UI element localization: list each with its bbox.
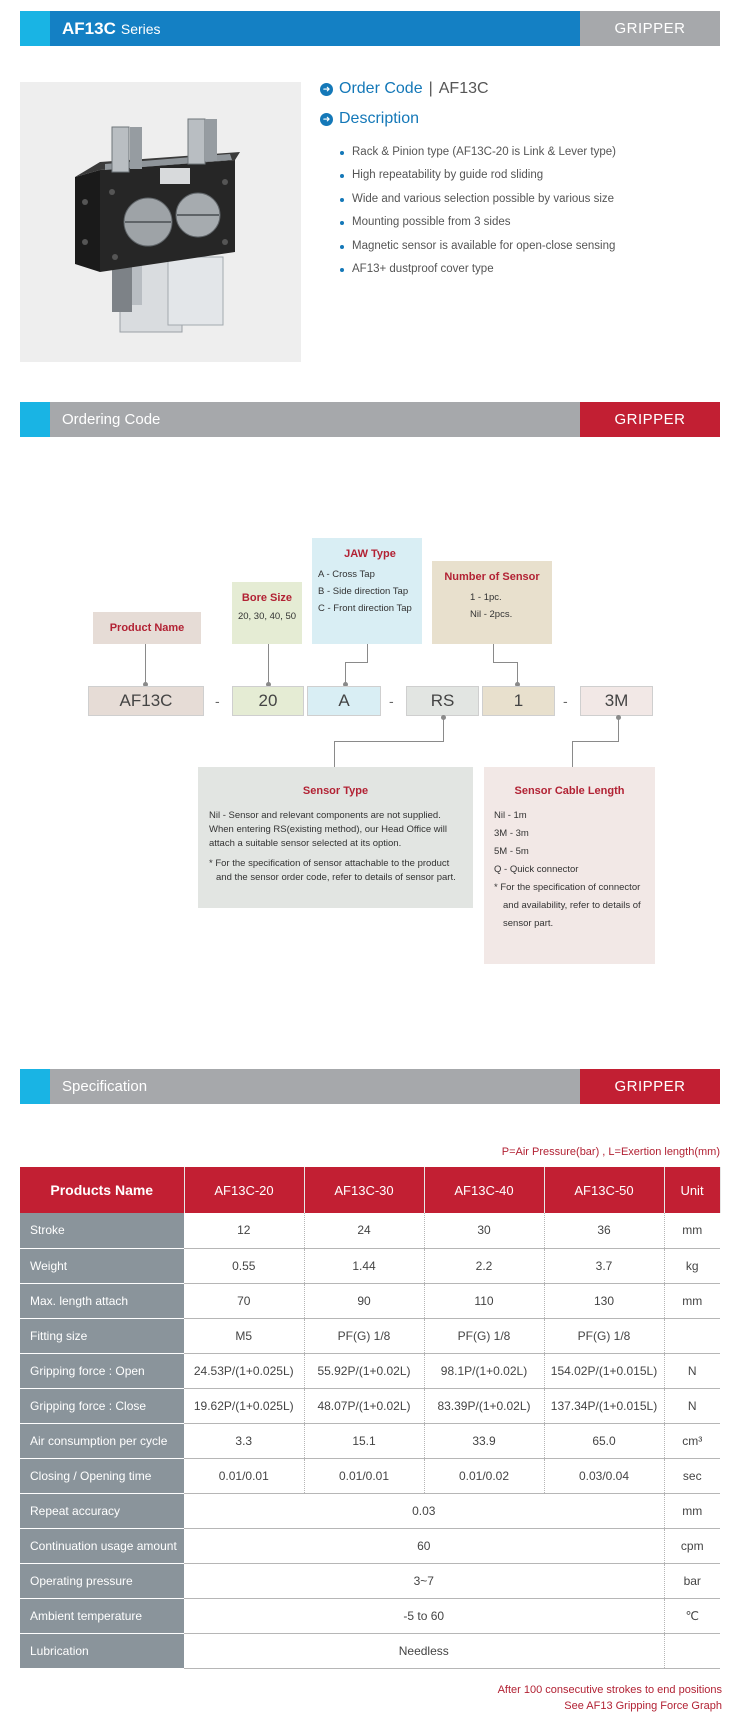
table-row <box>20 1248 720 1283</box>
row-label: Air consumption per cycle <box>20 1423 184 1458</box>
series-title <box>50 11 580 46</box>
merged-cell: -5 to 60 <box>184 1598 664 1633</box>
bore-size-box <box>232 582 302 644</box>
connector-line <box>345 662 368 663</box>
connector-line <box>145 644 146 684</box>
table-row <box>20 1353 720 1388</box>
arrow-right-icon: ➜ <box>320 83 333 96</box>
table-row <box>20 1598 720 1633</box>
table-row <box>20 1458 720 1493</box>
header-accent <box>20 402 50 437</box>
description-item: Mounting possible from 3 sides <box>340 211 616 234</box>
table-cell: 19.62P/(1+0.025L) <box>184 1388 304 1423</box>
unit-cell <box>664 1318 720 1353</box>
row-label: Gripping force : Close <box>20 1388 184 1423</box>
arrow-right-icon: ➜ <box>320 113 333 126</box>
order-code-separator: | <box>428 80 433 97</box>
connector-line <box>345 662 346 684</box>
table-row <box>20 1633 720 1668</box>
sensor-type-note: * For the specification of sensor attachable to the product <box>209 858 450 869</box>
merged-cell: Needless <box>184 1633 664 1668</box>
order-code-line <box>320 80 489 98</box>
connector-line <box>493 662 517 663</box>
jaw-type-box <box>312 538 422 644</box>
code-number-of-sensor: 1 <box>482 686 555 716</box>
description-label: Description <box>339 110 420 127</box>
cable-length-note: * For the specification of connector <box>494 882 641 893</box>
table-cell: 154.02P/(1+0.015L) <box>544 1353 664 1388</box>
description-heading <box>320 110 419 128</box>
order-code-label: Order Code <box>339 80 423 97</box>
table-cell: 15.1 <box>304 1423 424 1458</box>
sensor-type-note: and the sensor order code, refer to details of sensor part. <box>216 872 456 883</box>
table-cell: 48.07P/(1+0.02L) <box>304 1388 424 1423</box>
row-label: Repeat accuracy <box>20 1493 184 1528</box>
table-cell: 12 <box>184 1213 304 1248</box>
spec-header-cell: AF13C-40 <box>424 1167 544 1213</box>
connector-line <box>443 718 444 741</box>
table-cell: 98.1P/(1+0.02L) <box>424 1353 544 1388</box>
cable-length-line: 3M - 3m <box>494 828 529 839</box>
table-cell: 24.53P/(1+0.025L) <box>184 1353 304 1388</box>
description-item: AF13+ dustproof cover type <box>340 258 616 281</box>
unit-cell: cm³ <box>664 1423 720 1458</box>
table-cell: 2.2 <box>424 1248 544 1283</box>
series-title-bold: AF13C <box>62 18 116 38</box>
header-accent <box>20 11 50 46</box>
category-label: GRIPPER <box>580 1069 720 1104</box>
description-item: Wide and various selection possible by various size <box>340 188 616 211</box>
connector-line <box>517 662 518 684</box>
table-cell: 36 <box>544 1213 664 1248</box>
table-cell: 130 <box>544 1283 664 1318</box>
number-of-sensor-box <box>432 561 552 644</box>
spec-header-cell: AF13C-30 <box>304 1167 424 1213</box>
row-label: Closing / Opening time <box>20 1458 184 1493</box>
code-sensor-type: RS <box>406 686 479 716</box>
code-product-name: AF13C <box>88 686 204 716</box>
connector-line <box>493 644 494 662</box>
code-cable-length: 3M <box>580 686 653 716</box>
unit-cell <box>664 1633 720 1668</box>
spec-top-note: P=Air Pressure(bar) , L=Exertion length(mm) <box>501 1146 720 1158</box>
unit-cell: mm <box>664 1493 720 1528</box>
table-cell: 33.9 <box>424 1423 544 1458</box>
connector-line <box>334 741 335 767</box>
description-item: Magnetic sensor is available for open-close sensing <box>340 235 616 258</box>
sensor-type-line: When entering RS(existing method), our Head Office will <box>209 824 447 835</box>
product-image <box>20 82 301 362</box>
table-cell: PF(G) 1/8 <box>304 1318 424 1353</box>
row-label: Max. length attach <box>20 1283 184 1318</box>
code-dash: - <box>215 693 220 709</box>
spec-footnotes <box>400 1682 722 1714</box>
table-cell: 83.39P/(1+0.02L) <box>424 1388 544 1423</box>
unit-cell: cpm <box>664 1528 720 1563</box>
unit-cell: mm <box>664 1213 720 1248</box>
table-cell: 1.44 <box>304 1248 424 1283</box>
bore-size-title: Bore Size <box>241 592 293 604</box>
row-label: Gripping force : Open <box>20 1353 184 1388</box>
table-cell: 0.03/0.04 <box>544 1458 664 1493</box>
table-cell: 65.0 <box>544 1423 664 1458</box>
jaw-type-line: C - Front direction Tap <box>318 603 412 614</box>
table-cell: 0.01/0.01 <box>184 1458 304 1493</box>
spec-table <box>20 1167 721 1669</box>
jaw-type-line: A - Cross Tap <box>318 569 375 580</box>
cable-length-line: 5M - 5m <box>494 846 529 857</box>
connector-line <box>367 644 368 662</box>
cable-length-note: sensor part. <box>503 918 554 929</box>
table-cell: PF(G) 1/8 <box>544 1318 664 1353</box>
row-label: Operating pressure <box>20 1563 184 1598</box>
spec-footnote: After 100 consecutive strokes to end positions <box>497 1684 722 1696</box>
unit-cell: mm <box>664 1283 720 1318</box>
description-list <box>340 141 616 281</box>
merged-cell: 3~7 <box>184 1563 664 1598</box>
unit-cell: N <box>664 1388 720 1423</box>
cable-length-line: Nil - 1m <box>494 810 527 821</box>
connector-line <box>572 741 573 767</box>
table-cell: M5 <box>184 1318 304 1353</box>
code-dash: - <box>389 693 394 709</box>
table-row <box>20 1493 720 1528</box>
cable-length-note: and availability, refer to details of <box>503 900 641 911</box>
row-label: Weight <box>20 1248 184 1283</box>
gripper-illustration <box>20 82 301 362</box>
table-cell: 137.34P/(1+0.015L) <box>544 1388 664 1423</box>
sensor-type-line: attach a suitable sensor selected at its option. <box>209 838 402 849</box>
unit-cell: bar <box>664 1563 720 1598</box>
unit-cell: N <box>664 1353 720 1388</box>
spec-header-cell: AF13C-20 <box>184 1167 304 1213</box>
description-item: High repeatability by guide rod sliding <box>340 164 616 187</box>
row-label: Fitting size <box>20 1318 184 1353</box>
unit-cell: sec <box>664 1458 720 1493</box>
table-cell: 70 <box>184 1283 304 1318</box>
table-cell: 90 <box>304 1283 424 1318</box>
ordering-code-title: Ordering Code <box>50 402 580 437</box>
unit-cell: kg <box>664 1248 720 1283</box>
table-row <box>20 1283 720 1318</box>
ordering-code-header-bar <box>20 402 720 437</box>
table-row <box>20 1388 720 1423</box>
code-jaw-type: A <box>307 686 381 716</box>
table-cell: 24 <box>304 1213 424 1248</box>
table-cell: 30 <box>424 1213 544 1248</box>
table-cell: 0.01/0.01 <box>304 1458 424 1493</box>
table-cell: 0.55 <box>184 1248 304 1283</box>
row-label: Continuation usage amount <box>20 1528 184 1563</box>
connector-line <box>334 741 444 742</box>
connector-line <box>268 644 269 684</box>
merged-cell: 0.03 <box>184 1493 664 1528</box>
sensor-type-title: Sensor Type <box>302 785 369 797</box>
specification-title: Specification <box>50 1069 580 1104</box>
row-label: Lubrication <box>20 1633 184 1668</box>
number-of-sensor-line: 1 - 1pc. <box>470 592 502 603</box>
connector-line <box>618 718 619 741</box>
table-row <box>20 1318 720 1353</box>
table-row <box>20 1563 720 1598</box>
series-title-light: Series <box>120 20 161 37</box>
sensor-type-line: Nil - Sensor and relevant components are not supplied. <box>209 810 441 821</box>
connector-line <box>572 741 619 742</box>
bore-size-values: 20, 30, 40, 50 <box>237 611 297 622</box>
jaw-type-title: JAW Type <box>344 548 396 560</box>
spec-header-cell: Products Name <box>20 1167 184 1213</box>
series-header-bar <box>20 11 720 46</box>
order-code-value: AF13C <box>438 80 489 97</box>
table-cell: 110 <box>424 1283 544 1318</box>
spec-header-cell: AF13C-50 <box>544 1167 664 1213</box>
table-cell: 3.3 <box>184 1423 304 1458</box>
table-cell: 0.01/0.02 <box>424 1458 544 1493</box>
cable-length-title: Sensor Cable Length <box>514 785 625 797</box>
code-bore-size: 20 <box>232 686 304 716</box>
code-dash: - <box>563 693 568 709</box>
unit-cell: ℃ <box>664 1598 720 1633</box>
number-of-sensor-title: Number of Sensor <box>444 571 540 583</box>
jaw-type-line: B - Side direction Tap <box>318 586 409 597</box>
sensor-type-box <box>198 767 473 908</box>
table-cell: 55.92P/(1+0.02L) <box>304 1353 424 1388</box>
table-row <box>20 1528 720 1563</box>
spec-header-cell: Unit <box>664 1167 720 1213</box>
cable-length-line: Q - Quick connector <box>494 864 579 875</box>
row-label: Ambient temperature <box>20 1598 184 1633</box>
table-cell: PF(G) 1/8 <box>424 1318 544 1353</box>
spec-footnote: See AF13 Gripping Force Graph <box>564 1700 722 1712</box>
table-row <box>20 1423 720 1458</box>
category-label: GRIPPER <box>580 402 720 437</box>
table-cell: 3.7 <box>544 1248 664 1283</box>
spec-header-row <box>20 1167 720 1213</box>
header-accent <box>20 1069 50 1104</box>
specification-header-bar <box>20 1069 720 1104</box>
product-name-box <box>93 612 201 644</box>
table-row <box>20 1213 720 1248</box>
row-label: Stroke <box>20 1213 184 1248</box>
number-of-sensor-line: Nil - 2pcs. <box>470 609 513 620</box>
category-label: GRIPPER <box>580 11 720 46</box>
cable-length-box <box>484 767 655 964</box>
description-item: Rack & Pinion type (AF13C-20 is Link & Lever type) <box>340 141 616 164</box>
product-name-label: Product Name <box>109 622 185 634</box>
merged-cell: 60 <box>184 1528 664 1563</box>
